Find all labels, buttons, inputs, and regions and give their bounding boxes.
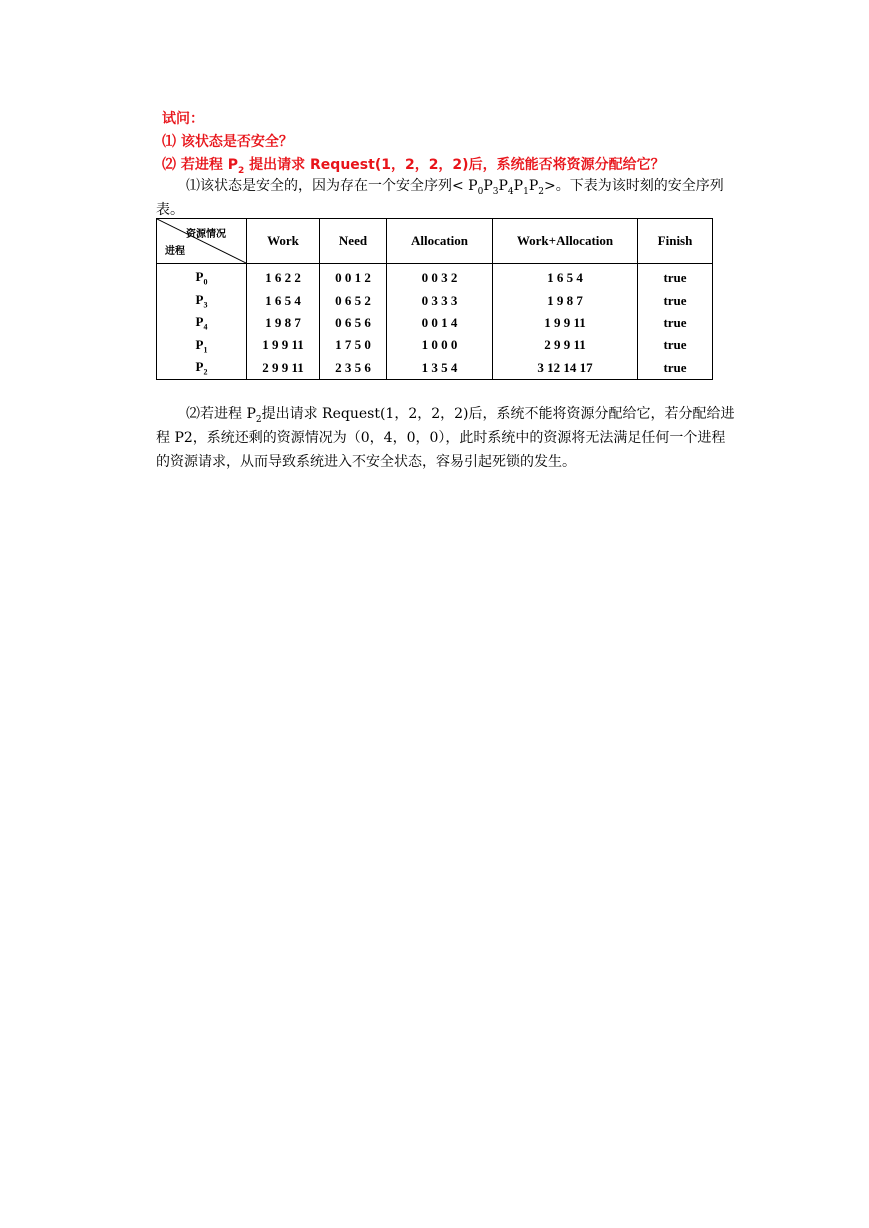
process-cell	[157, 334, 247, 356]
question-2-suffix: 提出请求 Request(1，2，2，2)后，系统能否将资源分配给它？	[244, 157, 665, 173]
need-cell: 0 6 5 2	[320, 289, 387, 311]
seq-p3: P	[483, 178, 493, 194]
question-2-subscript: 2	[238, 165, 245, 176]
seq-p4: P	[498, 178, 508, 194]
process-subscript: 0	[203, 277, 208, 287]
table-row	[157, 289, 713, 311]
answer-1-suffix: >。下表为该时刻的安全序列表。	[156, 178, 724, 218]
answer-2-body: 提出请求 Request(1，2，2，2)后，系统不能将资源分配给它，若分配给进程 P2，系统还剩的资源情况为（0，4，0，0），此时系统中的资源将无法满足任何一个进程的资源请求，从而导致系统进入不安全状态，容易引起死锁的发生。	[156, 406, 735, 470]
finish-cell: true	[638, 334, 713, 356]
finish-cell: true	[638, 357, 713, 380]
seq-p2: P	[528, 178, 539, 194]
table-header-row	[157, 219, 713, 264]
answer-2-subscript: 2	[255, 414, 262, 425]
process-name: P	[195, 269, 204, 285]
answer-2-paragraph	[156, 402, 738, 474]
table-row	[157, 357, 713, 380]
question-heading: 试问：	[162, 111, 204, 127]
safety-sequence-table	[156, 218, 713, 380]
work-cell: 1 6 2 2	[247, 264, 320, 290]
seq-sub-2: 2	[538, 186, 544, 197]
question-1: ⑴ 该状态是否安全？	[162, 134, 293, 150]
allocation-cell: 0 0 1 4	[387, 312, 493, 334]
table-row	[157, 334, 713, 356]
process-cell	[157, 289, 247, 311]
seq-sub-4: 4	[507, 186, 514, 197]
seq-sub-0: 0	[477, 186, 484, 197]
work-cell: 1 9 9 11	[247, 334, 320, 356]
header-need: Need	[320, 219, 387, 264]
corner-header	[157, 219, 247, 264]
header-work-allocation: Work+Allocation	[493, 219, 638, 264]
table-row	[157, 264, 713, 290]
answer-2-prefix: ⑵若进程 P	[186, 406, 256, 422]
process-subscript: 4	[203, 322, 208, 332]
finish-cell: true	[638, 264, 713, 290]
answer-1-paragraph	[156, 174, 738, 222]
corner-top-label: 资源情况	[186, 229, 226, 240]
process-cell	[157, 312, 247, 334]
allocation-cell: 0 0 3 2	[387, 264, 493, 290]
finish-cell: true	[638, 289, 713, 311]
process-cell	[157, 264, 247, 290]
corner-bottom-label: 进程	[165, 246, 185, 257]
work-cell: 1 9 8 7	[247, 312, 320, 334]
need-cell: 0 6 5 6	[320, 312, 387, 334]
process-name: P	[195, 336, 204, 352]
need-cell: 1 7 5 0	[320, 334, 387, 356]
header-finish: Finish	[638, 219, 713, 264]
process-name: P	[195, 358, 204, 374]
work-cell: 1 6 5 4	[247, 289, 320, 311]
need-cell: 2 3 5 6	[320, 357, 387, 380]
work-allocation-cell: 3 12 14 17	[493, 357, 638, 380]
finish-cell: true	[638, 312, 713, 334]
seq-p1: P	[513, 178, 524, 194]
need-cell: 0 0 1 2	[320, 264, 387, 290]
answer-1-prefix: ⑴该状态是安全的，因为存在一个安全序列< P	[186, 178, 478, 194]
process-subscript: 1	[203, 345, 208, 355]
header-work: Work	[247, 219, 320, 264]
work-allocation-cell: 1 9 9 11	[493, 312, 638, 334]
question-2-prefix: ⑵ 若进程 P	[162, 157, 239, 173]
seq-sub-3: 3	[492, 186, 499, 197]
work-allocation-cell: 1 9 8 7	[493, 289, 638, 311]
question-2	[162, 154, 665, 176]
process-cell	[157, 357, 247, 380]
work-allocation-cell: 2 9 9 11	[493, 334, 638, 356]
process-name: P	[195, 291, 204, 307]
table-row	[157, 312, 713, 334]
work-allocation-cell: 1 6 5 4	[493, 264, 638, 290]
process-subscript: 3	[203, 300, 208, 310]
allocation-cell: 1 0 0 0	[387, 334, 493, 356]
work-cell: 2 9 9 11	[247, 357, 320, 380]
allocation-cell: 1 3 5 4	[387, 357, 493, 380]
seq-sub-1: 1	[523, 186, 529, 197]
allocation-cell: 0 3 3 3	[387, 289, 493, 311]
process-subscript: 2	[203, 367, 208, 377]
header-allocation: Allocation	[387, 219, 493, 264]
process-name: P	[195, 314, 204, 330]
